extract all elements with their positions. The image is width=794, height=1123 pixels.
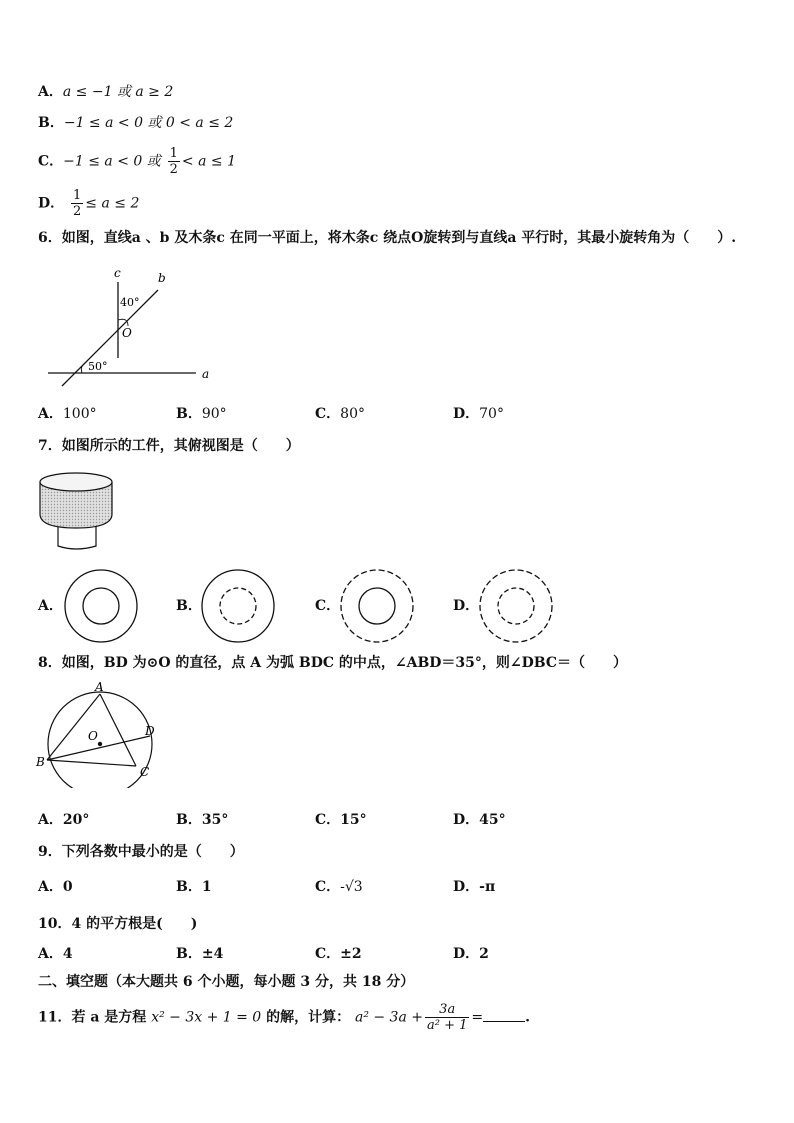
q9-option-a: A．0 xyxy=(38,879,73,895)
label-d: D xyxy=(145,724,155,738)
q7-option-d-label: D． xyxy=(453,598,480,614)
q10-stem: 10．4 的平方根是( ) xyxy=(38,916,198,932)
q6-option-c: C．80° xyxy=(315,406,365,422)
q8-option-b: B．35° xyxy=(176,812,229,828)
fraction: $\frac{1}{2}$ xyxy=(73,188,82,219)
q7-option-d-figure xyxy=(477,567,555,645)
fraction: $\frac{1}{2}$ xyxy=(169,146,178,177)
q10-option-a: A．4 xyxy=(38,946,73,962)
label-o: O xyxy=(122,326,132,340)
q6-stem: 6．如图，直线a 、b 及木条c 在同一平面上，将木条c 绕点O旋转到与直线a 平行时，其最小旋转角为（ ）. xyxy=(38,230,737,246)
q5-option-d: D． $\frac{1}{2}$ ≤ a ≤ 2 xyxy=(38,188,140,219)
fraction: $\frac{3a}{\text{a² + 1}}$ xyxy=(427,1002,468,1033)
q8-option-a: A．20° xyxy=(38,812,90,828)
q7-option-a-figure xyxy=(62,567,140,645)
q9-stem: 9．下列各数中最小的是（ ） xyxy=(38,844,244,860)
label-angle-40: 40° xyxy=(120,296,140,309)
q6-figure xyxy=(40,262,230,392)
q5-option-b: B．−1 ≤ a < 0 或 0 < a ≤ 2 xyxy=(38,115,234,131)
q7-stem: 7．如图所示的工件，其俯视图是（ ） xyxy=(38,438,300,454)
q8-figure-circle xyxy=(34,680,164,788)
answer-blank[interactable] xyxy=(483,1007,525,1022)
q7-figure-workpiece xyxy=(38,470,118,554)
label-o: O xyxy=(88,729,98,743)
q5-option-a: A．a ≤ −1 或 a ≥ 2 xyxy=(38,84,174,100)
q10-option-c: C．±2 xyxy=(315,946,362,962)
label-a: A xyxy=(95,680,104,694)
q6-option-d: D．70° xyxy=(453,406,504,422)
q10-option-d: D．2 xyxy=(453,946,489,962)
q11-stem: 11．若 a 是方程 x² − 3x + 1 = 0 的解，计算： a² − 3a + $\frac{3a}{\text{a² + 1}}$ = . xyxy=(38,1002,530,1033)
q6-option-b: B．90° xyxy=(176,406,227,422)
q11-equation: x² − 3x + 1 = 0 xyxy=(151,1009,262,1026)
label-c: c xyxy=(114,266,121,280)
label-c: C xyxy=(140,765,150,779)
q8-option-c: C．15° xyxy=(315,812,367,828)
q7-option-c-label: C． xyxy=(315,598,341,614)
q10-option-b: B．±4 xyxy=(176,946,224,962)
q5-option-c: C．−1 ≤ a < 0 或 $\frac{1}{2}$ < a ≤ 1 xyxy=(38,146,236,177)
q9-option-c: C．-√3 xyxy=(315,879,363,895)
q9-option-d: D．-π xyxy=(453,879,496,895)
q8-stem: 8．如图，BD 为⊙O 的直径，点 A 为弧 BDC 的中点，∠ABD＝35°，则∠DBC＝（ ） xyxy=(38,655,628,671)
label-angle-50: 50° xyxy=(88,360,108,373)
q7-option-c-figure xyxy=(338,567,416,645)
label-a: a xyxy=(202,367,210,381)
q7-option-b-figure xyxy=(199,567,277,645)
section-heading: 二、填空题（本大题共 6 个小题，每小题 3 分，共 18 分） xyxy=(38,974,415,990)
q8-option-d: D．45° xyxy=(453,812,506,828)
q7-option-b-label: B． xyxy=(176,598,202,614)
q7-option-a-label: A． xyxy=(38,598,63,614)
q9-option-b: B．1 xyxy=(176,879,212,895)
label-b: b xyxy=(158,271,166,285)
q6-option-a: A．100° xyxy=(38,406,97,422)
label-b: B xyxy=(36,755,45,769)
q11-expression: a² − 3a + xyxy=(354,1009,423,1026)
